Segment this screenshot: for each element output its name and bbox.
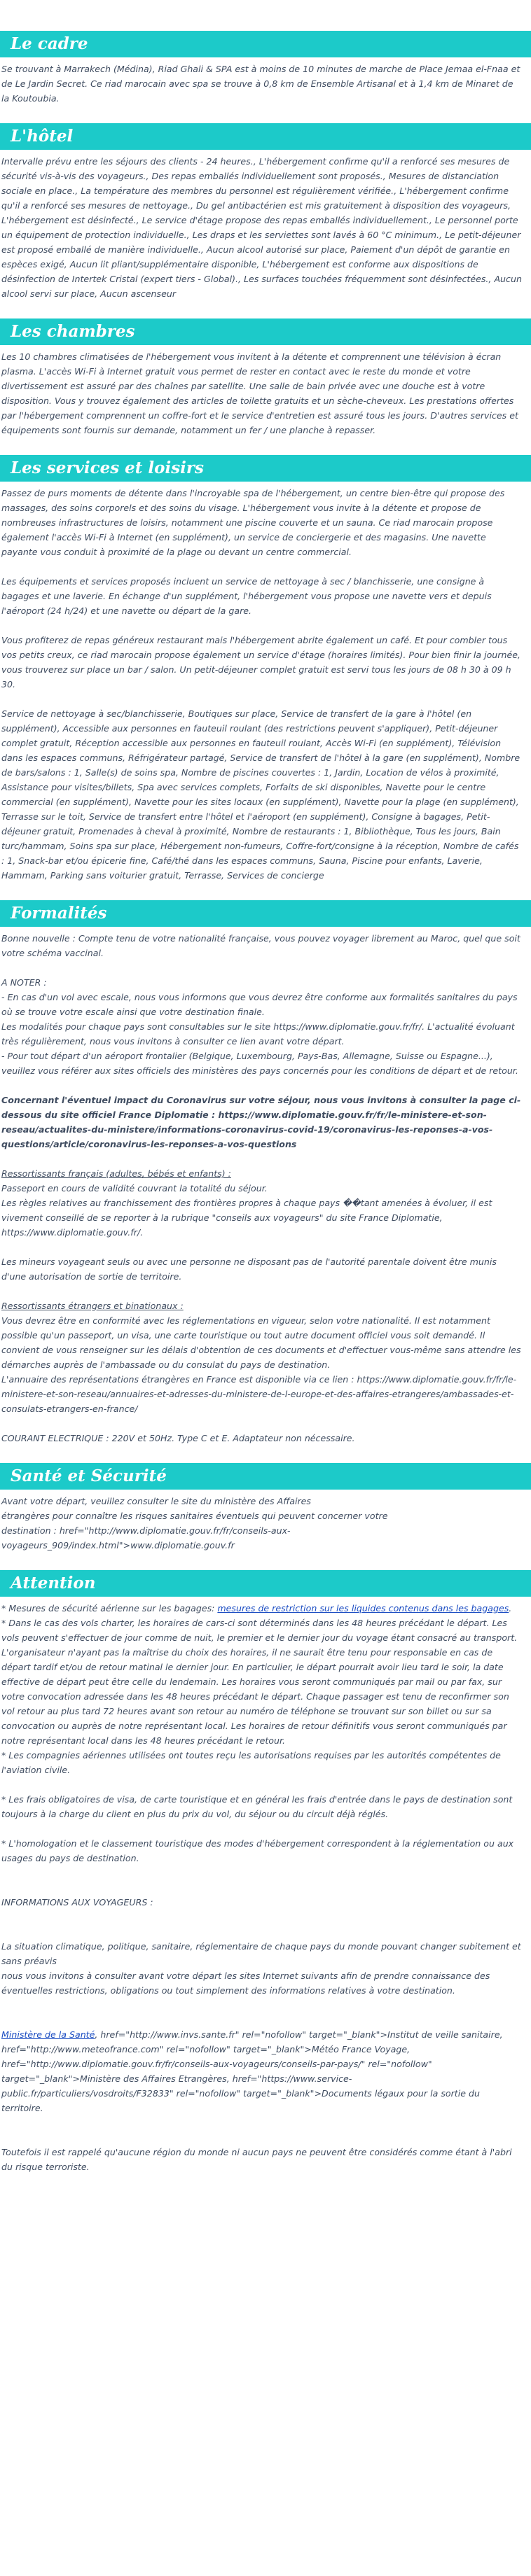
section-chambres: [0, 316, 531, 438]
chambres-text: Les 10 chambres climatisées de l'hébergement vous invitent à la détente et comprennent une télévision à écran plasma. L'accès Wi-Fi à Internet gratuit vous permet de rester en contact avec le reste du monde et votre divertissement est assuré par des chaînes par satellite. Une salle de bain privée avec une douche est à votre disposition. Vous y trouvez également des articles de toilette gratuits et un sèche-cheveux. Les prestations offertes par l'hébergement comprennent un coffre-fort et le service d'entretien est assuré tous les jours. D'autres services et équipements sont fournis sur demande, notamment un fer / une planche à repasser.: [1, 351, 518, 435]
terrorism-notice: Toutefois il est rappelé qu'aucune région du monde ni aucun pays ne peuvent être considérés comme étant à l'abri du risque terroriste.: [1, 2147, 512, 2172]
useful-links-text: , href="http://www.invs.sante.fr" rel="nofollow" target="_blank">Institut de veille sanitaire, href="http://www.meteofrance.com" rel="nofollow" target="_blank">Météo France Voyage, href="http://www.diplomatie.gouv.fr/fr/conseils-aux-voyageurs/conseils-par-pays/" rel="nofollow" target="_blank">Ministère des Affaires Etrangères, href="https://www.service-public.fr/particuliers/vosdroits/F32833" rel="nofollow" target="_blank">Documents légaux pour la sortie du territoire.: [1, 2029, 503, 2113]
services-p1: Passez de purs moments de détente dans l'incroyable spa de l'hébergement, un centre bien-être qui propose des massages, des soins corporels et des soins du visage. L'hébergement vous invite à la détente et propose de nombreuses infrastructures de loisirs, notamment une piscine couverte et un sauna. Ce riad marocain propose également l'accès Wi-Fi à Internet (en supplément), un service de conciergerie et des magasins. Une navette payante vous conduit à proximité de la plage ou devant un centre commercial.: [1, 488, 505, 557]
infos-line-1: La situation climatique, politique, sanitaire, réglementaire de chaque pays du monde pouvant changer subitement et sans préavis: [1, 1941, 521, 1966]
cadre-text: Se trouvant à Marrakech (Médina), Riad Ghali & SPA est à moins de 10 minutes de marche de Place Jemaa el-Fnaa et de Le Jardin Secret. Ce riad marocain avec spa se trouve à 0,8 km de Ensemble Artisanal et à 1,4 km de Minaret de la Koutoubia.: [1, 64, 520, 104]
attention-measure-1: [1, 1601, 523, 1616]
ressort-etr-1: Vous devrez être en conformité avec les réglementations en vigueur, selon votre nationalité. Il est notamment possible qu'un passeport, un visa, une carte touristique ou tout autre document officiel vous soit demandé. Il convient de vous renseigner sur les délais d'obtention de ces documents et d'effectuer vous-même sans attendre les démarches auprès de l'ambassade ou du consulat du pays de destination.: [1, 1315, 521, 1370]
section-title-services: Les services et loisirs: [0, 455, 531, 482]
hotel-text: Intervalle prévu entre les séjours des clients - 24 heures., L'hébergement confirme qu'il a renforcé ses mesures de sécurité vis-à-vis des voyageurs., Des repas emballés individuellement sont proposés., Mesures de distanciation sociale en place., La température des membres du personnel est régulièrement vérifiée., L'hébergement confirme qu'il a renforcé ses mesures de nettoyage., Du gel antibactérien est mis gratuitement à disposition des voyageurs, L'hébergement est désinfecté., Le service d'étage propose des repas emballés individuellement., Le personnel porte un équipement de protection individuelle., Les draps et les serviettes sont lavés à 60 °C minimum., Le petit-déjeuner est proposé emballé de manière individuelle., Aucun alcool autorisé sur place, Paiement d'un dépôt de garantie en espèces exigé, Aucun lit pliant/supplémentaire disponible, L'hébergement est conforme aux dispositions de désinfection de Intertek Cristal (expert tiers - Global)., Les surfaces touchées fréquemment sont désinfectées., Aucun alcool servi sur place, Aucun ascenseur: [1, 156, 522, 299]
ressort-fr-3: https://www.diplomatie.gouv.fr/.: [1, 1227, 144, 1238]
useful-links: [1, 2027, 523, 2115]
section-attention: [0, 1567, 531, 2174]
spacer: [1, 1924, 523, 1939]
ministere-sante-link[interactable]: Ministère de la Santé: [1, 2029, 95, 2040]
section-title-attention: Attention: [0, 1570, 531, 1597]
a-noter-title: A NOTER :: [1, 977, 47, 988]
attention-measure-5: * L'homologation et le classement touristique des modes d'hébergement correspondent à la réglementation ou aux usages du pays de destination.: [1, 1838, 514, 1863]
a-noter-2: Les modalités pour chaque pays sont consultables sur le site https://www.diplomatie.gouv.fr/fr/. L'actualité évoluant très régulièrement, nous vous invitons à consulter ce lien avant votre départ.: [1, 1021, 515, 1046]
attention-measure-1-pre: * Mesures de sécurité aérienne sur les bagages:: [1, 1603, 218, 1614]
ressort-fr-title: Ressortissants français (adultes, bébés et enfants) :: [1, 1168, 231, 1179]
mineurs-text: Les mineurs voyageant seuls ou avec une personne ne disposant pas de l'autorité parentale doivent être munis d'une autorisation de sortie de territoire.: [1, 1256, 497, 1282]
section-title-hotel: L'hôtel: [0, 123, 531, 150]
section-title-cadre: Le cadre: [0, 31, 531, 57]
sante-line-3: destination : href="http://www.diplomatie.gouv.fr/fr/conseils-aux-voyageurs_909/index.html">www.diplomatie.gouv.fr: [1, 1525, 291, 1550]
formalites-intro: Bonne nouvelle : Compte tenu de votre nationalité française, vous pouvez voyager librement au Maroc, quel que soit votre schéma vaccinal.: [1, 933, 520, 958]
spacer: [1, 2130, 523, 2145]
spacer: [1, 2012, 523, 2027]
infos-line-2: nous vous invitons à consulter avant votre départ les sites Internet suivants afin de prendre connaissance des éventuelles restrictions, obligations ou tout simplement des informations relatives à votre destination.: [1, 1970, 490, 1996]
section-services: [0, 452, 531, 883]
services-p2: Les équipements et services proposés incluent un service de nettoyage à sec / blanchisserie, une consigne à bagages et une laverie. En échange d'un supplément, l'hébergement vous propose une navette vers et depuis l'aéroport (24 h/24) et une navette ou départ de la gare.: [1, 576, 492, 616]
spacer: [1, 1880, 523, 1895]
section-hotel: [0, 120, 531, 301]
ressort-fr-2: Les règles relatives au franchissement des frontières propres à chaque pays ��tant amenées à évoluer, il est vivement conseillé de se reporter à la rubrique "conseils aux voyageurs" du site France Diplomatie,: [1, 1198, 492, 1223]
ressort-fr-1: Passeport en cours de validité couvrant la totalité du séjour.: [1, 1183, 268, 1194]
attention-measure-2: * Dans le cas des vols charter, les horaires de cars-ci sont déterminés dans les 48 heures précédant le départ. Les vols peuvent s'effectuer de jour comme de nuit, le premier et le dernier jour du voyage étant consacré au transport. L'organisateur n'ayant pas la maîtrise du choix des horaires, il ne saurait être tenu pour responsable en cas de départ tardif et/ou de retour matinal le dernier jour. En particulier, le départ pourrait avoir lieu tard le soir, la date effective de départ peut être celle du lendemain. Les horaires vous seront communiqués par mail ou par fax, sur votre convocation adressée dans les 48 heures précédant le départ. Chaque passager est tenu de reconfirmer son vol retour au plus tard 72 heures avant son retour au numéro de téléphone se trouvant sur son billet ou sur sa convocation ou auprès de notre représentant local. Les horaires de retour définitifs vous seront communiqués par notre représentant local dans les 48 heures précédant le retour.: [1, 1618, 518, 1746]
a-noter-3: - Pour tout départ d'un aéroport frontalier (Belgique, Luxembourg, Pays-Bas, Allemagne, Suisse ou Espagne...), veuillez vous référer aux sites officiels des ministères des pays concernés pour les conditions de départ et de retour.: [1, 1051, 518, 1076]
section-title-chambres: Les chambres: [0, 318, 531, 345]
ressort-etr-title: Ressortissants étrangers et binationaux :: [1, 1301, 184, 1311]
attention-measure-4: * Les frais obligatoires de visa, de carte touristique et en général les frais d'entrée dans le pays de destination sont toujours à la charge du client en plus du prix du vol, du séjour ou du circuit déjà réglés.: [1, 1794, 513, 1819]
liquids-restriction-link[interactable]: mesures de restriction sur les liquides contenus dans les bagages: [217, 1603, 509, 1614]
sante-line-1: Avant votre départ, veuillez consulter le site du ministère des Affaires: [1, 1496, 311, 1506]
infos-title: INFORMATIONS AUX VOYAGEURS :: [1, 1897, 153, 1907]
attention-measure-3: * Les compagnies aériennes utilisées ont toutes reçu les autorisations requises par les autorités compétentes de l'aviation civile.: [1, 1750, 501, 1775]
courant-text: COURANT ELECTRIQUE : 220V et 50Hz. Type C et E. Adaptateur non nécessaire.: [1, 1433, 355, 1443]
ressort-etr-2: L'annuaire des représentations étrangères en France est disponible via ce lien : https://www.diplomatie.gouv.fr/fr/le-ministere-et-son-reseau/annuaires-et-adresses-du-ministere-de-l-europe-et-des-affaires-etrangeres/ambassades-et-consulats-etrangers-en-france/: [1, 1374, 517, 1414]
services-p4: Service de nettoyage à sec/blanchisserie, Boutiques sur place, Service de transfert de la gare à l'hôtel (en supplément), Accessible aux personnes en fauteuil roulant (des restrictions peuvent s'appliquer), Petit-déjeuner complet gratuit, Réception accessible aux personnes en fauteuil roulant, Accès Wi-Fi (en supplément), Télévision dans les espaces communs, Réfrigérateur partagé, Service de transfert de l'hôtel à la gare (en supplément), Nombre de bars/salons : 1, Salle(s) de soins spa, Nombre de piscines couvertes : 1, Jardin, Location de vélos à proximité, Assistance pour visites/billets, Spa avec services complets, Forfaits de ski disponibles, Navette pour le centre commercial (en supplément), Navette pour les sites locaux (en supplément), Navette pour la plage (en supplément), Terrasse sur le toit, Service de transfert entre l'hôtel et l'aéroport (en supplément), Consigne à bagages, Petit-déjeuner gratuit, Promenades à cheval à proximité, Nombre de restaurants : 1, Bibliothèque, Tous les jours, Bain turc/hammam, Soins spa sur place, Hébergement non-fumeurs, Coffre-fort/consigne à la réception, Nombre de cafés : 1, Snack-bar et/ou épicerie fine, Café/thé dans les espaces communs, Sauna, Piscine pour enfants, Laverie, Hammam, Parking sans voiturier gratuit, Terrasse, Services de concierge: [1, 708, 520, 881]
sante-line-2: étrangères pour connaître les risques sanitaires éventuels qui peuvent concerner votre: [1, 1511, 388, 1521]
section-formalites: [0, 897, 531, 1446]
section-title-sante: Santé et Sécurité: [0, 1463, 531, 1490]
attention-measure-1-post: .: [509, 1603, 512, 1614]
section-sante: [0, 1460, 531, 1553]
section-title-formalites: Formalités: [0, 900, 531, 927]
section-cadre: [0, 0, 531, 106]
a-noter-1: - En cas d'un vol avec escale, nous vous informons que vous devrez être conforme aux formalités sanitaires du pays où se trouve votre escale ainsi que votre destination finale.: [1, 992, 518, 1017]
services-p3: Vous profiterez de repas généreux restaurant mais l'hébergement abrite également un café. Et pour combler tous vos petits creux, ce riad marocain propose également un service d'étage (horaires limités). Pour bien finir la journée, vous trouverez sur place un bar / salon. Un petit-déjeuner complet gratuit est servi tous les jours de 08 h 30 à 09 h 30.: [1, 635, 520, 690]
coronavirus-notice: Concernant l'éventuel impact du Coronavirus sur votre séjour, nous vous invitons à consulter la page ci-dessous du site officiel France Diplomatie : https://www.diplomatie.gouv.fr/fr/le-ministere-et-son-reseau/actualites-du-ministere/informations-coronavirus-covid-19/coronavirus-les-reponses-a-vos-questions/article/coronavirus-les-reponses-a-vos-questions: [1, 1095, 521, 1149]
